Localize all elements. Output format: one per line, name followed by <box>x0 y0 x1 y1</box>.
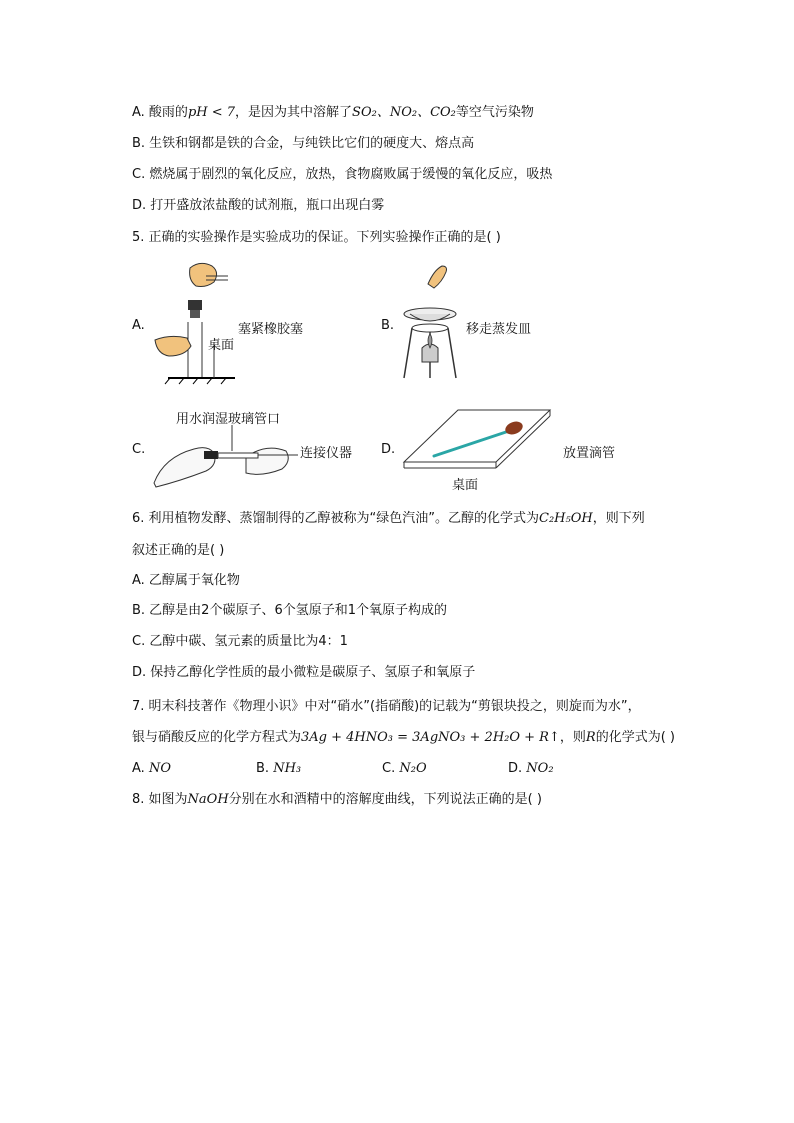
q4-a-text3: 等空气污染物 <box>455 105 534 120</box>
q7-stem-text2: ，则 <box>559 730 586 745</box>
q5-a-letter: A. <box>132 318 145 333</box>
q8-stem-text1: 8. 如图为 <box>132 792 188 807</box>
q7-d-letter: D. <box>508 761 523 776</box>
q4-option-a <box>132 104 534 122</box>
q5-c-letter: C. <box>132 442 146 457</box>
q6-stem-line1 <box>132 510 645 528</box>
q6-formula: C₂H₅OH <box>539 511 593 526</box>
q7-equation: 3Ag + 4HNO₃ = 3AgNO₃ + 2H₂O + R↑ <box>301 730 560 745</box>
q5-d-label-right: 放置滴管 <box>563 446 616 461</box>
q7-a-letter: A. <box>132 761 145 776</box>
q5-a-label-stopper: 塞紧橡胶塞 <box>238 322 304 337</box>
q7-option-b <box>256 760 301 778</box>
q4-a-text1: A. 酸雨的 <box>132 105 188 120</box>
q7-stem-text1: 银与硝酸反应的化学方程式为 <box>132 730 302 745</box>
q6-option-b: B. 乙醇是由2个碳原子、6个氢原子和1个氧原子构成的 <box>132 603 447 618</box>
q4-a-math1: pH < 7 <box>187 105 236 120</box>
q4-a-text2: ，是因为其中溶解了 <box>235 105 353 120</box>
q7-stem-text3: 的化学式为( ) <box>595 730 675 745</box>
q4-option-d: D. 打开盛放浓盐酸的试剂瓶，瓶口出现白雾 <box>132 198 385 213</box>
q5-c-label-top: 用水润湿玻璃管口 <box>176 412 281 427</box>
q6-stem-text2: ，则下列 <box>592 511 645 526</box>
q8-stem <box>132 791 542 809</box>
q6-option-c: C. 乙醇中碳、氢元素的质量比为4：1 <box>132 634 348 649</box>
q7-c-letter: C. <box>382 761 396 776</box>
q5-stem: 5. 正确的实验操作是实验成功的保证。下列实验操作正确的是( ) <box>132 230 501 245</box>
q5-c-label-right: 连接仪器 <box>300 446 353 461</box>
q7-option-d <box>508 760 554 778</box>
q7-d-formula: NO₂ <box>526 761 554 776</box>
q7-c-formula: N₂O <box>399 761 427 776</box>
q5-a-label-desk: 桌面 <box>208 338 235 353</box>
q5-d-label-bottom: 桌面 <box>452 478 479 493</box>
q6-stem-text1: 6. 利用植物发酵、蒸馏制得的乙醇被称为“绿色汽油”。乙醇的化学式为 <box>132 511 540 526</box>
q4-option-c: C. 燃烧属于剧烈的氧化反应，放热，食物腐败属于缓慢的氧化反应，吸热 <box>132 167 553 182</box>
dropper-illustration <box>400 408 552 472</box>
q4-option-b: B. 生铁和钢都是铁的合金，与纯铁比它们的硬度大、熔点高 <box>132 136 475 151</box>
q7-option-a <box>132 760 171 778</box>
q7-stem-line2 <box>132 729 675 747</box>
q7-option-c <box>382 760 427 778</box>
connect-apparatus-illustration <box>150 425 300 490</box>
q5-b-letter: B. <box>381 318 395 333</box>
evaporating-dish-illustration <box>398 262 462 382</box>
q7-stem-line1: 7. 明末科技著作《物理小识》中对“硝水”(指硝酸)的记载为“剪银块投之，则旋而为水”， <box>132 699 641 714</box>
q6-stem-line2: 叙述正确的是( ) <box>132 543 225 558</box>
q6-option-a: A. 乙醇属于氧化物 <box>132 573 240 588</box>
q4-a-math2: SO₂、NO₂、CO₂ <box>352 105 456 120</box>
q8-stem-text2: 分别在水和酒精中的溶解度曲线，下列说法正确的是( ) <box>228 792 542 807</box>
q8-formula: NaOH <box>187 792 229 807</box>
q6-option-d: D. 保持乙醇化学性质的最小微粒是碳原子、氢原子和氧原子 <box>132 665 476 680</box>
q7-b-letter: B. <box>256 761 270 776</box>
rubber-stopper-illustration <box>150 260 250 385</box>
q7-b-formula: NH₃ <box>273 761 302 776</box>
q5-d-letter: D. <box>381 442 396 457</box>
q7-r-symbol: R <box>585 730 596 745</box>
q7-a-formula: NO <box>148 761 171 776</box>
q5-b-label: 移走蒸发皿 <box>466 322 532 337</box>
